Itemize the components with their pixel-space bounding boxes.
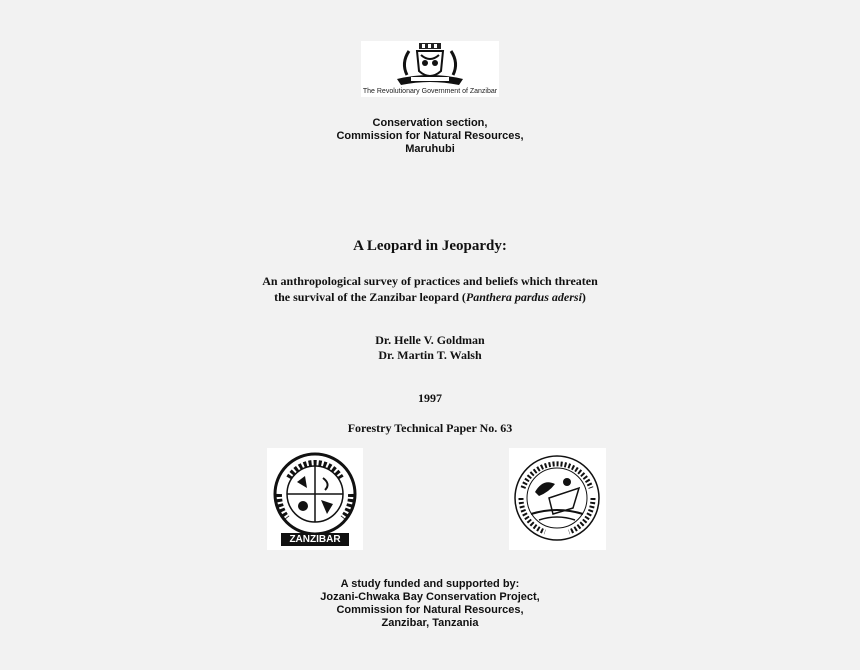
funding-line: Commission for Natural Resources,: [336, 604, 524, 616]
subtitle-line-1: An anthropological survey of practices and beliefs which threaten: [262, 274, 598, 288]
species-name: Panthera pardus adersi: [465, 290, 582, 304]
funding-block: [180, 578, 680, 630]
org-line: Maruhubi: [405, 143, 455, 155]
funding-line: Jozani-Chwaka Bay Conservation Project,: [320, 591, 540, 603]
emblem-caption: The Revolutionary Government of Zanzibar: [362, 88, 498, 95]
logo-label: ZANZIBAR: [281, 533, 349, 546]
authors-block: [180, 333, 680, 363]
author-name: Dr. Martin T. Walsh: [378, 348, 482, 362]
organisation-block: [180, 117, 680, 156]
author-name: Dr. Helle V. Goldman: [375, 333, 485, 347]
subtitle-line-2: [180, 289, 680, 305]
commission-logo: [267, 448, 363, 550]
conservation-project-logo: [509, 448, 606, 550]
publication-year: 1997: [418, 391, 442, 405]
funding-line: A study funded and supported by:: [340, 578, 520, 590]
document-subtitle: [180, 273, 680, 305]
conservation-seal-icon: [509, 448, 606, 550]
government-emblem: [361, 41, 499, 97]
document-title: A Leopard in Jeopardy:: [353, 238, 507, 254]
org-line: Commission for Natural Resources,: [336, 130, 524, 142]
series-title: Forestry Technical Paper No. 63: [347, 421, 513, 435]
funding-line: Zanzibar, Tanzania: [381, 617, 479, 629]
subtitle-text: the survival of the Zanzibar leopard (: [274, 290, 466, 304]
subtitle-text: ): [581, 290, 586, 304]
org-line: Conservation section,: [372, 117, 488, 129]
